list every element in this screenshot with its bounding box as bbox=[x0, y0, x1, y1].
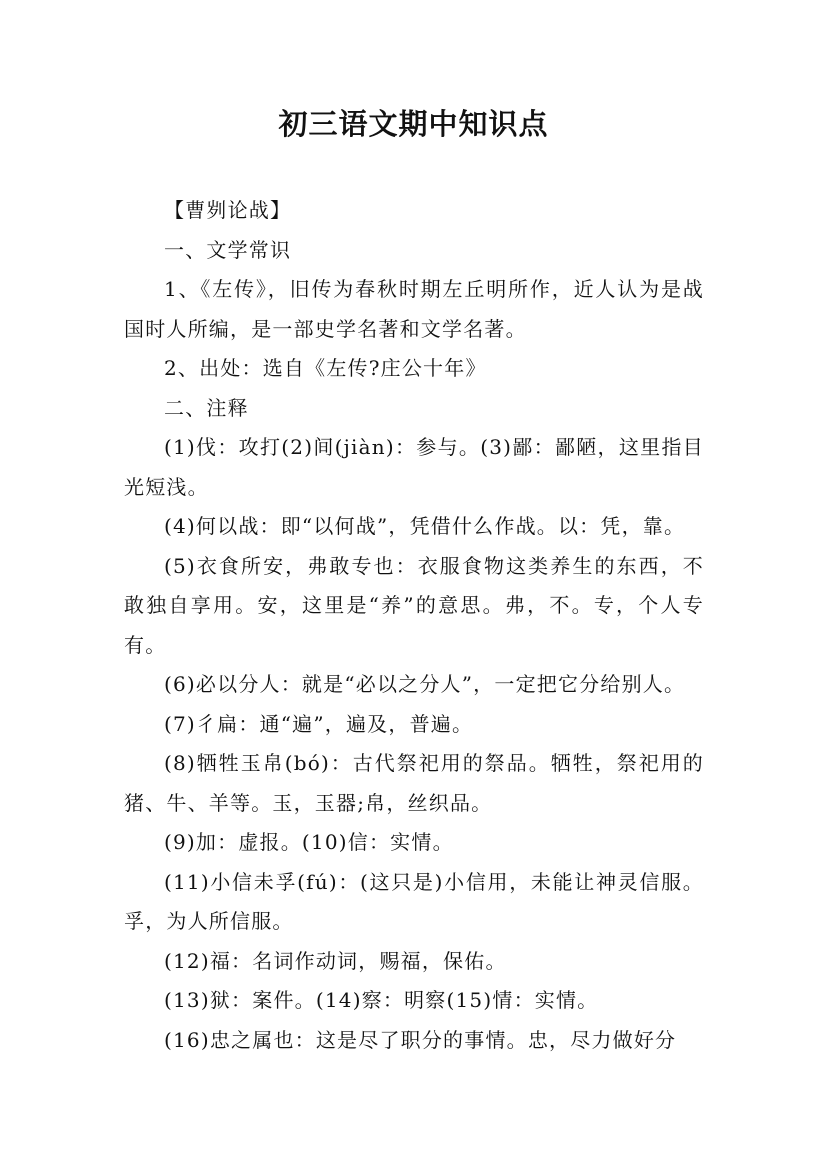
subsection-heading-annotations: 二、注释 bbox=[164, 395, 249, 420]
annotation-item: (16)忠之属也：这是尽了职分的事情。忠，尽力做好分 bbox=[164, 1027, 677, 1052]
annotation-item: (12)福：名词作动词，赐福，保佑。 bbox=[164, 948, 507, 973]
document-title: 初三语文期中知识点 bbox=[278, 107, 549, 141]
subsection-heading-literary-knowledge: 一、文学常识 bbox=[164, 237, 292, 262]
annotation-item: (9)加：虚报。(10)信：实情。 bbox=[164, 830, 454, 854]
paragraph: 2、出处：选自《左传?庄公十年》 bbox=[164, 356, 487, 380]
section-heading-cao-gui: 【曹刿论战】 bbox=[164, 198, 292, 222]
annotation-item: (6)必以分人：就是“必以之分人”，一定把它分给别人。 bbox=[164, 672, 686, 696]
annotation-item: (13)狱：案件。(14)察：明察(15)情：实情。 bbox=[164, 988, 599, 1012]
annotation-item: (5)衣食所安，弗敢专也：衣服食物这类养生的东西，不敢独自享用。安，这里是“养”的意思。弗，不。专，个人专有。 bbox=[124, 553, 704, 657]
paragraph: 1、《左传》，旧传为春秋时期左丘明所作，近人认为是战国时人所编，是一部史学名著和文学名著。 bbox=[124, 277, 704, 341]
annotation-item: (1)伐：攻打(2)间(jiàn)：参与。(3)鄙：鄙陋，这里指目光短浅。 bbox=[124, 435, 704, 499]
annotation-item: (7)彳扁：通“遍”，遍及，普遍。 bbox=[164, 711, 474, 736]
annotation-item: (11)小信未孚(fú)：(这只是)小信用，未能让神灵信服。孚，为人所信服。 bbox=[124, 869, 704, 933]
annotation-item: (8)牺牲玉帛(bó)：古代祭祀用的祭品。牺牲，祭祀用的猪、牛、羊等。玉，玉器;帛，丝织品。 bbox=[124, 751, 704, 815]
annotation-item: (4)何以战：即“以何战”，凭借什么作战。以：凭，靠。 bbox=[164, 514, 686, 538]
document-body bbox=[124, 191, 704, 1060]
